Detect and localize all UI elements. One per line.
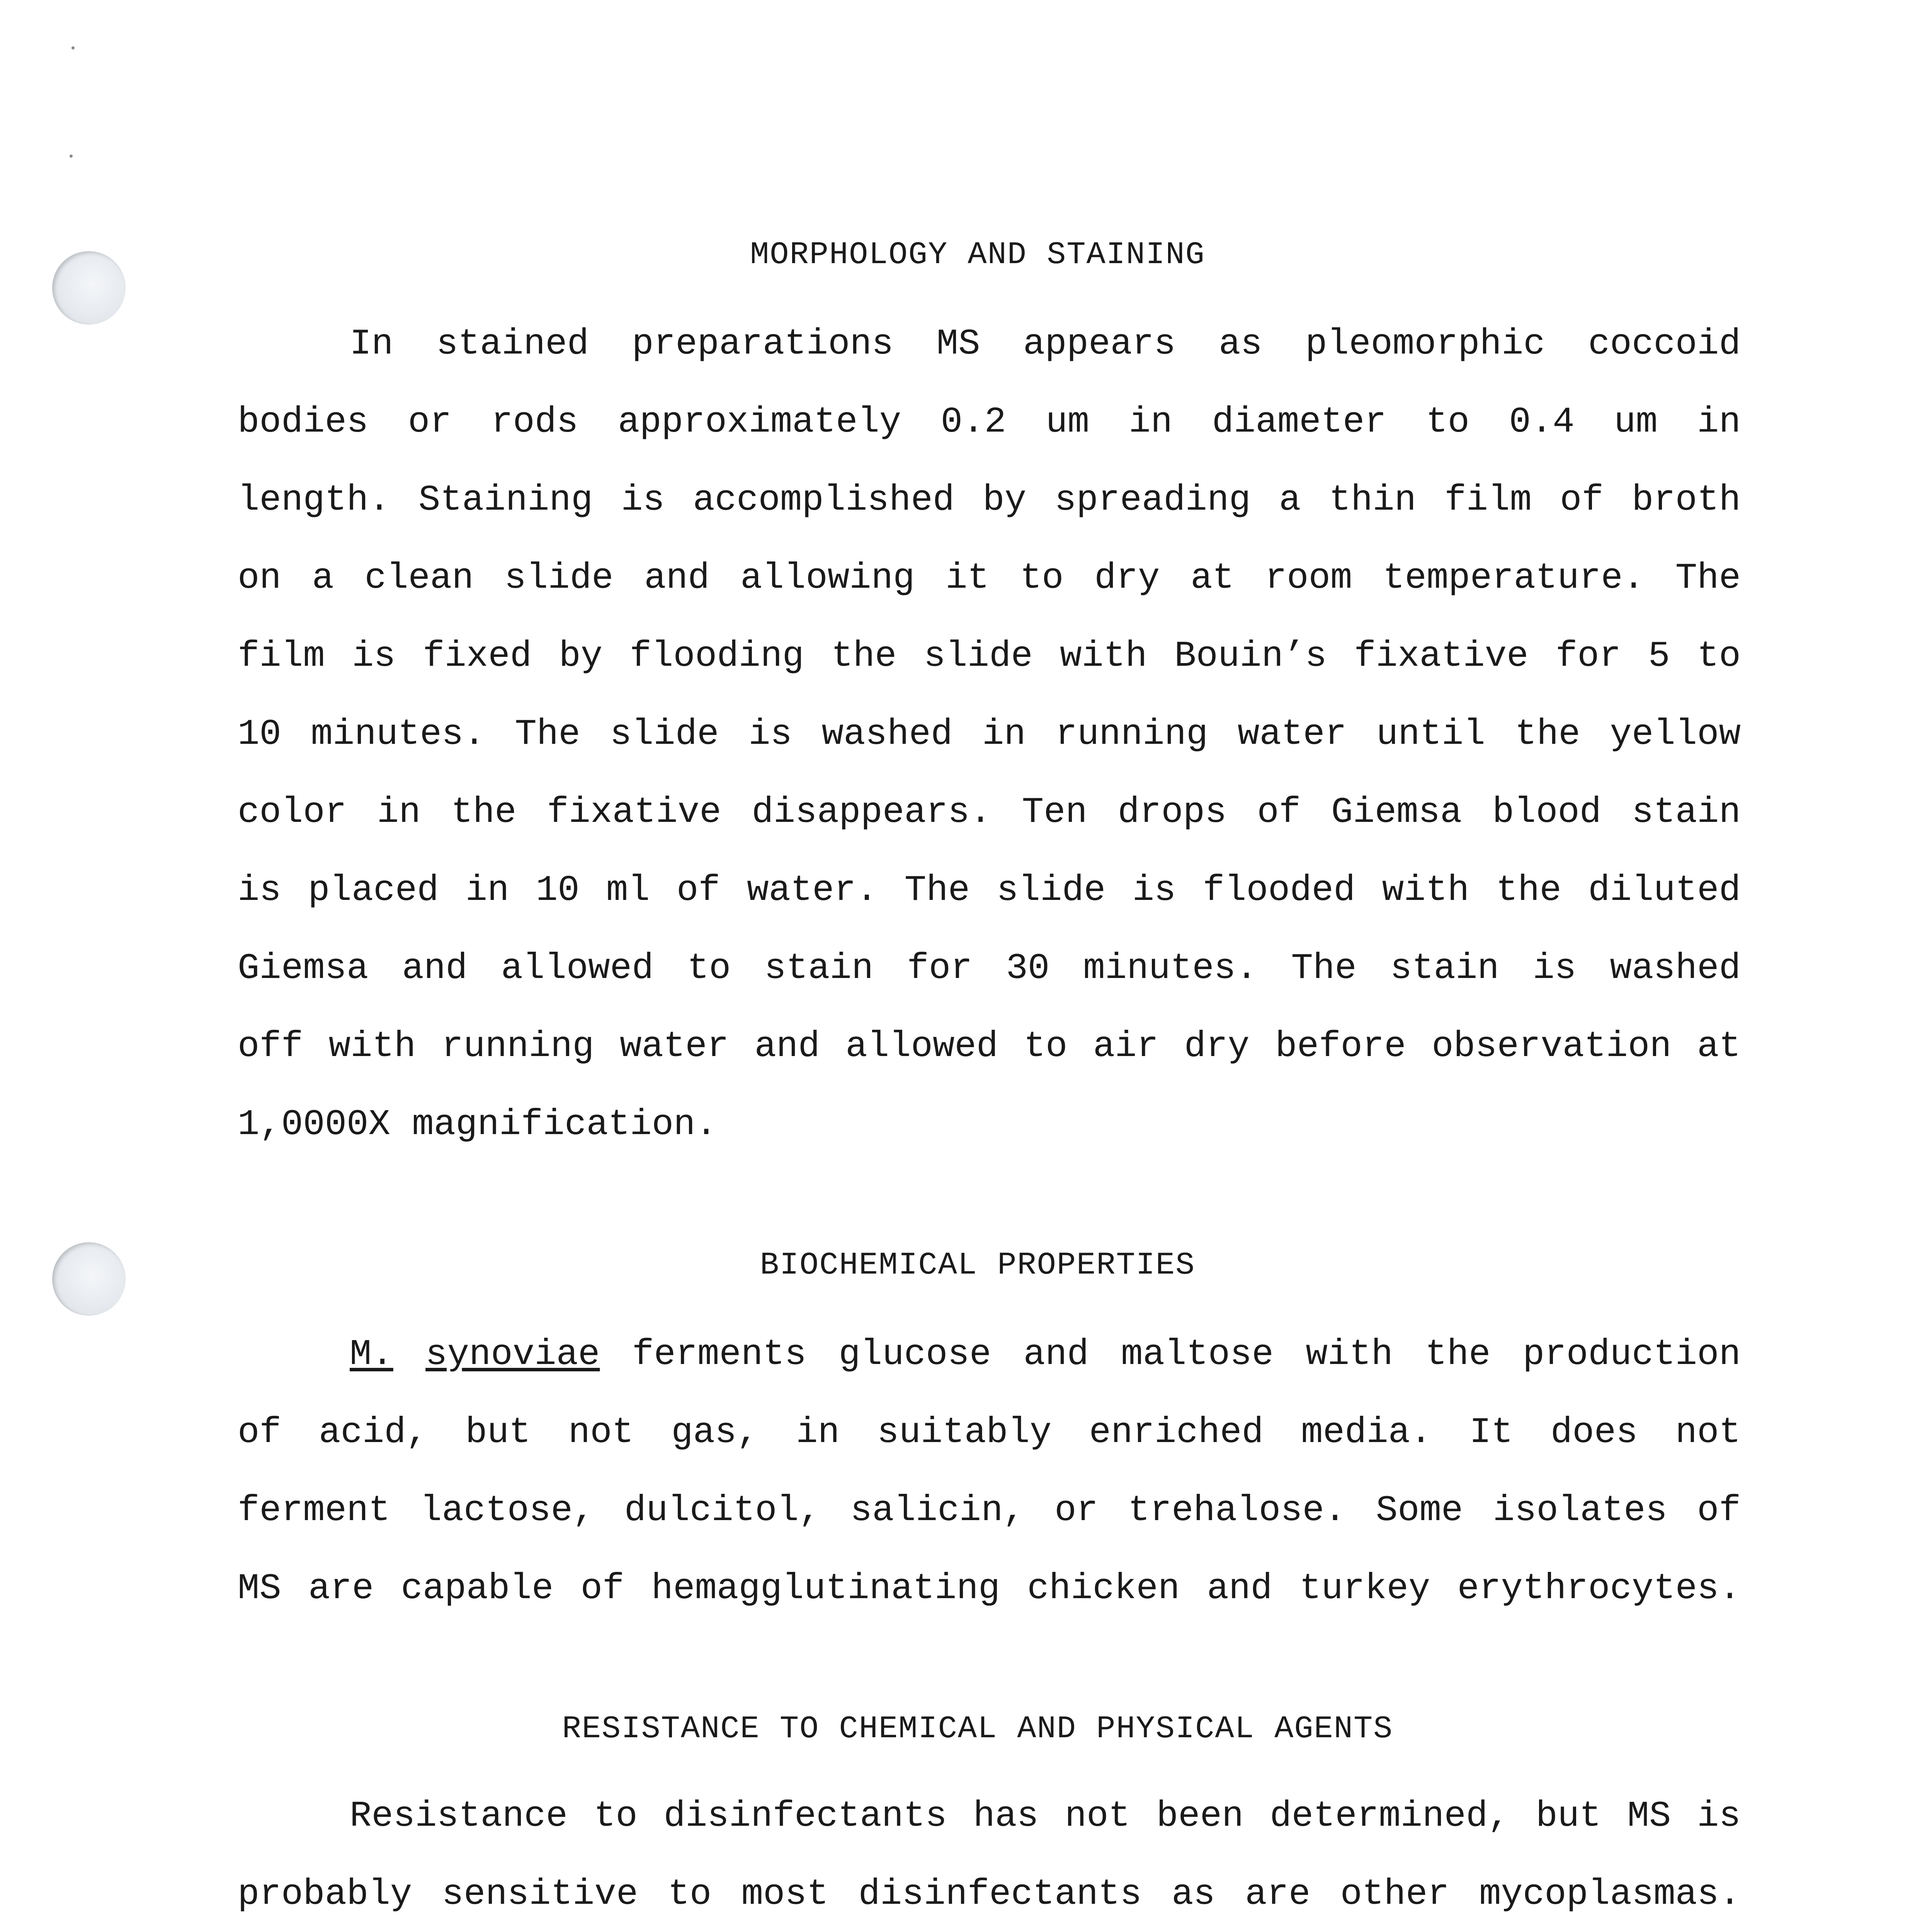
morphology-paragraph [238,305,1741,1164]
genus-name: M. [350,1334,393,1375]
section-title-resistance: RESISTANCE TO CHEMICAL AND PHYSICAL AGENTS [562,1711,1393,1747]
section-title-biochemical: BIOCHEMICAL PROPERTIES [760,1247,1196,1283]
resistance-paragraph [238,1777,1741,1932]
text-line: length. Staining is accomplished by spreading a thin film of broth [238,480,1741,521]
text-line [238,1316,1741,1394]
text-line: color in the fixative disappears. Ten drops of Giemsa blood stain [238,792,1741,833]
biochemical-paragraph [238,1316,1741,1628]
text-line: on a clean slide and allowing it to dry at room temperature. The [238,558,1741,599]
text-line: bodies or rods approximately 0.2 um in diameter to 0.4 um in [238,402,1741,443]
text-line: MS are capable of hemagglutinating chicken and turkey erythrocytes. [238,1568,1741,1609]
text-line: probably sensitive to most disinfectants as are other mycoplasmas. [238,1874,1741,1915]
text-line: ferment lactose, dulcitol, salicin, or trehalose. Some isolates of [238,1490,1741,1531]
section-title-morphology: MORPHOLOGY AND STAINING [750,237,1205,273]
text-line: film is fixed by flooding the slide with Bouin’s fixative for 5 to [238,636,1741,677]
text-line: 1,0000X magnification. [238,1104,718,1145]
text-line: 10 minutes. The slide is washed in running water until the yellow [238,714,1741,755]
text-line: Resistance to disinfectants has not been determined, but MS is [350,1796,1741,1837]
scan-speck [71,46,75,49]
scan-speck [70,155,73,158]
text-line: Giemsa and allowed to stain for 30 minutes. The stain is washed [238,948,1741,989]
line-text: ferments glucose and maltose with the production [600,1334,1741,1375]
text-line: is placed in 10 ml of water. The slide is flooded with the diluted [238,870,1741,911]
text-line: off with running water and allowed to air dry before observation at [238,1026,1741,1067]
text-line: of acid, but not gas, in suitably enriched media. It does not [238,1412,1741,1453]
text-line: In stained preparations MS appears as pleomorphic coccoid [350,324,1741,365]
species-name: synoviae [425,1334,600,1375]
